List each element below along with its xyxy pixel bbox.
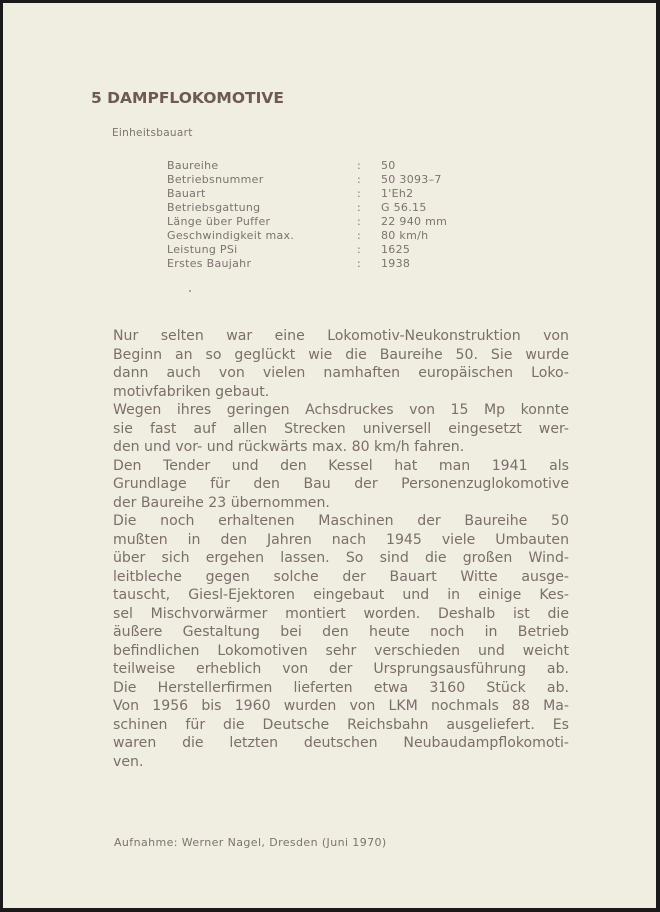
spec-value: 1938 <box>381 257 411 270</box>
spec-label: Erstes Baujahr <box>167 257 252 270</box>
text-line: Wegen ihres geringen Achsdruckes von 15 Mp konnte <box>113 402 569 418</box>
spec-sep: : <box>357 159 362 172</box>
text-line: Beginn an so geglückt wie die Baureihe 50. Sie wurde <box>113 346 569 363</box>
spec-row <box>167 243 467 257</box>
text-line: den und vor- und rückwärts max. 80 km/h fahren. <box>113 439 465 455</box>
text-line: befindlichen Lokomotiven sehr verschieden und weicht <box>113 642 569 659</box>
spec-row <box>167 215 467 229</box>
spec-label: Geschwindigkeit max. <box>167 229 295 242</box>
spec-label: Baureihe <box>167 159 219 172</box>
description-text <box>113 327 569 771</box>
spec-label: Leistung PSi <box>167 243 238 256</box>
spec-value: 1'Eh2 <box>381 187 414 200</box>
text-line: der Baureihe 23 übernommen. <box>113 494 330 511</box>
spec-row <box>167 201 467 215</box>
text-line: schinen für die Deutsche Reichsbahn ausgeliefert. Es <box>113 716 569 733</box>
spec-row <box>167 257 467 271</box>
text-line: ven. <box>113 753 144 770</box>
text-line: dann auch von vielen namhaften europäischen Loko- <box>113 365 569 381</box>
text-line: äußere Gestaltung bei den heute noch in Betrieb <box>113 624 569 640</box>
spec-sep: : <box>357 215 362 228</box>
text-line: leitbleche gegen solche der Bauart Witte ausge- <box>113 568 569 585</box>
spec-table <box>167 159 467 271</box>
spec-value: 1625 <box>381 243 411 256</box>
spec-label: Betriebsgattung <box>167 201 261 214</box>
text-line: Grundlage für den Bau der Personenzuglokomotive <box>113 476 569 492</box>
spec-row <box>167 229 467 243</box>
spec-sep: : <box>357 257 362 270</box>
photo-credit: Aufnahme: Werner Nagel, Dresden (Juni 1970) <box>114 836 387 849</box>
spec-row <box>167 173 467 187</box>
subtitle: Einheitsbauart <box>112 127 193 139</box>
text-line: waren die letzten deutschen Neubaudampflokomoti- <box>113 735 569 751</box>
text-line: mußten in den Jahren nach 1945 viele Umbauten <box>113 531 569 548</box>
spec-row <box>167 159 467 173</box>
spec-row <box>167 187 467 201</box>
text-line: Die Herstellerfirmen lieferten etwa 3160 Stück ab. <box>113 679 569 696</box>
spec-value: G 56.15 <box>381 201 427 214</box>
spec-sep: : <box>357 243 362 256</box>
text-line: tauscht, Giesl-Ejektoren eingebaut und in einige Kes- <box>113 587 569 603</box>
spec-label: Betriebsnummer <box>167 173 264 186</box>
text-line: Nur selten war eine Lokomotiv-Neukonstruktion von <box>113 328 569 344</box>
text-line: teilweise erheblich von der Ursprungsausführung ab. <box>113 661 569 677</box>
text-line: Den Tender und den Kessel hat man 1941 als <box>113 457 569 474</box>
text-line: motivfabriken gebaut. <box>113 383 270 400</box>
spec-value: 50 <box>381 159 396 172</box>
text-line: sel Mischvorwärmer montiert worden. Deshalb ist die <box>113 605 569 622</box>
text-line: Von 1956 bis 1960 wurden von LKM nochmals 88 Ma- <box>113 698 569 714</box>
spec-value: 22 940 mm <box>381 215 448 228</box>
spec-value: 80 km/h <box>381 229 429 242</box>
page-title: 5 DAMPFLOKOMOTIVE <box>91 89 284 107</box>
spec-label: Bauart <box>167 187 206 200</box>
stray-mark <box>189 290 191 292</box>
text-line: sie fast auf allen Strecken universell eingesetzt wer- <box>113 420 569 437</box>
spec-sep: : <box>357 201 362 214</box>
spec-sep: : <box>357 187 362 200</box>
spec-value: 50 3093–7 <box>381 173 442 186</box>
spec-label: Länge über Puffer <box>167 215 271 228</box>
text-line: über sich ergehen lassen. So sind die großen Wind- <box>113 550 569 566</box>
text-line: Die noch erhaltenen Maschinen der Baureihe 50 <box>113 513 569 529</box>
spec-sep: : <box>357 229 362 242</box>
spec-sep: : <box>357 173 362 186</box>
info-card <box>3 3 656 908</box>
